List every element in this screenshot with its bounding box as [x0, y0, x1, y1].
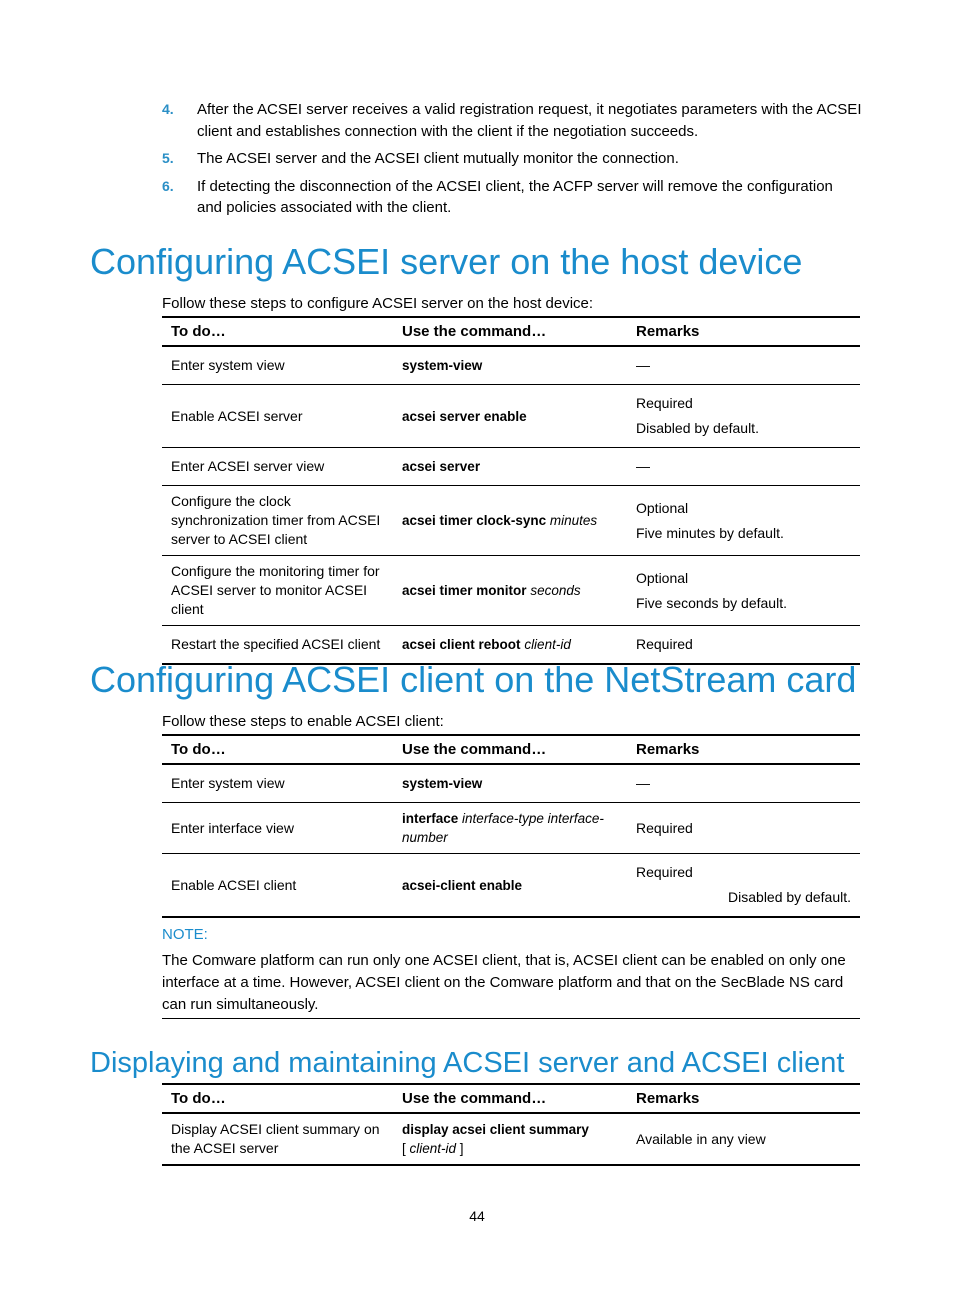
- remarks-cell: [627, 854, 860, 918]
- remark-line: —: [636, 357, 650, 373]
- remark-line: Available in any view: [636, 1130, 766, 1147]
- command-cell: [393, 764, 627, 803]
- command-text: acsei server enable: [402, 408, 527, 424]
- step-text: After the ACSEI server receives a valid registration request, it negotiates parameters with the ACSEI client and establishes connection with the client if the negotiation succeeds.: [197, 101, 862, 140]
- remarks-cell: [627, 803, 860, 854]
- step-item: [162, 99, 862, 142]
- header-remarks: Remarks: [627, 317, 860, 346]
- command-text: acsei timer monitor: [402, 583, 527, 598]
- note-title: NOTE:: [162, 926, 208, 943]
- todo-cell: Enter system view: [162, 764, 393, 803]
- command-cell: [393, 803, 627, 854]
- client-command-table: [162, 734, 860, 918]
- remark-line: —: [636, 458, 650, 474]
- remarks-cell: [627, 486, 860, 556]
- remark-line: Required: [636, 864, 693, 880]
- section-title-display: Displaying and maintaining ACSEI server and ACSEI client: [90, 1047, 845, 1079]
- command-cell: [393, 854, 627, 918]
- step-text: The ACSEI server and the ACSEI client mutually monitor the connection.: [197, 150, 679, 167]
- todo-cell: Enable ACSEI server: [162, 385, 393, 448]
- remark-line: Disabled by default.: [636, 420, 759, 436]
- step-item: [162, 148, 862, 170]
- todo-cell: Configure the monitoring timer for ACSEI server to monitor ACSEI client: [162, 556, 393, 626]
- section-intro: Follow these steps to configure ACSEI server on the host device:: [162, 295, 594, 312]
- table-header-row: [162, 1084, 860, 1113]
- remark-line: Required: [636, 395, 693, 411]
- todo-cell: Enter system view: [162, 346, 393, 385]
- display-command-table: [162, 1083, 860, 1166]
- remark-line: Required: [636, 636, 693, 652]
- numbered-steps: [162, 99, 862, 225]
- command-argument: client-id: [524, 637, 571, 652]
- remark-line: Optional: [636, 569, 689, 586]
- remarks-cell: [627, 346, 860, 385]
- table-row: [162, 385, 860, 448]
- command-text: system-view: [402, 358, 483, 373]
- table-row: [162, 1113, 860, 1165]
- table-row: [162, 854, 860, 918]
- command-argument: interface-type interface-number: [402, 811, 604, 845]
- table-header-row: [162, 735, 860, 764]
- header-command: Use the command…: [393, 735, 627, 764]
- command-text: acsei client reboot: [402, 637, 521, 652]
- command-argument: minutes: [549, 513, 598, 528]
- step-number: 4.: [162, 101, 174, 117]
- header-command: Use the command…: [393, 1084, 627, 1113]
- remark-line: Optional: [636, 499, 689, 516]
- remarks-cell: [627, 764, 860, 803]
- todo-cell: Enter ACSEI server view: [162, 448, 393, 486]
- step-text: If detecting the disconnection of the ACSEI client, the ACFP server will remove the configuration and policies associated with the client.: [197, 177, 833, 216]
- command-cell: [393, 1113, 627, 1165]
- section-title-client: Configuring ACSEI client on the NetStream card: [90, 659, 857, 700]
- remark-line: Five minutes by default.: [636, 524, 784, 541]
- header-remarks: Remarks: [627, 1084, 860, 1113]
- todo-cell: Enter interface view: [162, 803, 393, 854]
- command-cell: [393, 486, 627, 556]
- command-text: interface: [402, 811, 459, 826]
- section-intro: Follow these steps to enable ACSEI client:: [162, 713, 444, 730]
- command-text: system-view: [402, 776, 483, 791]
- bracket-open: [: [402, 1141, 410, 1156]
- step-item: [162, 176, 862, 219]
- todo-cell: Display ACSEI client summary on the ACSEI server: [162, 1113, 393, 1165]
- header-todo: To do…: [162, 317, 393, 346]
- table-row: [162, 803, 860, 854]
- note-text: The Comware platform can run only one ACSEI client, that is, ACSEI client can be enabled on only one interface at a time. However, ACSEI client on the Comware platform and that on the SecBlade NS card can run simultaneously.: [162, 952, 846, 1013]
- header-command: Use the command…: [393, 317, 627, 346]
- header-todo: To do…: [162, 735, 393, 764]
- command-text: display acsei client summary: [402, 1122, 589, 1137]
- table-row: [162, 556, 860, 626]
- header-todo: To do…: [162, 1084, 393, 1113]
- remark-line: —: [636, 775, 650, 791]
- remark-line: Five seconds by default.: [636, 594, 787, 611]
- note-box: [162, 917, 860, 1019]
- command-cell: [393, 346, 627, 385]
- step-number: 6.: [162, 177, 174, 194]
- command-cell: [393, 385, 627, 448]
- table-row: [162, 764, 860, 803]
- command-argument: client-id: [409, 1141, 457, 1156]
- table-header-row: [162, 317, 860, 346]
- command-cell: [393, 556, 627, 626]
- section-title-server: Configuring ACSEI server on the host device: [90, 241, 803, 282]
- todo-cell: Configure the clock synchronization timer from ACSEI server to ACSEI client: [162, 486, 393, 556]
- todo-cell: Enable ACSEI client: [162, 854, 393, 918]
- table-row: [162, 486, 860, 556]
- remarks-cell: [627, 1113, 860, 1165]
- command-argument: seconds: [530, 583, 581, 598]
- bracket-close: ]: [456, 1141, 464, 1156]
- command-text: acsei server: [402, 459, 481, 474]
- page-number: 44: [469, 1208, 485, 1224]
- remark-line: Required: [636, 819, 693, 836]
- step-number: 5.: [162, 150, 174, 166]
- remarks-cell: [627, 448, 860, 486]
- command-cell: [393, 448, 627, 486]
- header-remarks: Remarks: [627, 735, 860, 764]
- command-text: acsei timer clock-sync: [402, 513, 547, 528]
- server-command-table: [162, 316, 860, 665]
- todo-cell: Restart the specified ACSEI client: [162, 626, 393, 665]
- table-row: [162, 346, 860, 385]
- table-row: [162, 448, 860, 486]
- remarks-cell: [627, 385, 860, 448]
- remark-line: Disabled by default.: [728, 889, 851, 905]
- remarks-cell: [627, 556, 860, 626]
- command-text: acsei-client enable: [402, 877, 523, 893]
